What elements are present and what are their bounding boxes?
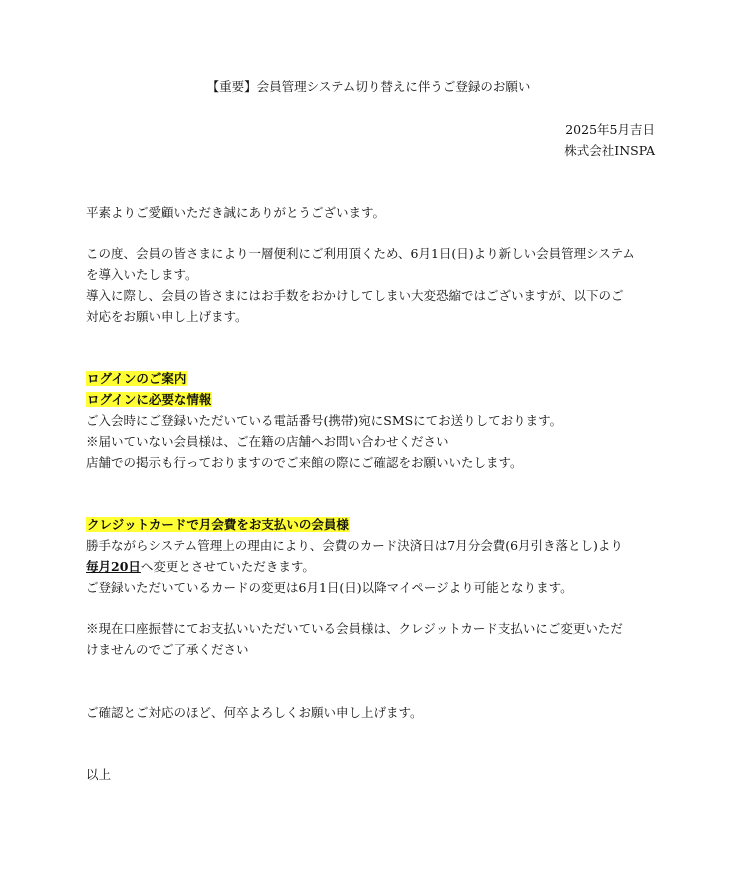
closing-line: ご確認とご対応のほど、何卒よろしくお願い申し上げます。 (86, 705, 423, 720)
login-line-2: ※届いていない会員様は、ご在籍の店舗へお問い合わせください (86, 434, 449, 449)
login-heading (86, 370, 187, 388)
card-note-2: けませんのでご了承ください (86, 642, 249, 657)
card-line-1: 勝手ながらシステム管理上の理由により、会費のカード決済日は7月分会費(6月引き落とし)より (86, 538, 623, 553)
card-line-3: ご登録いただいているカードの変更は6月1日(日)以降マイページより可能となります。 (86, 580, 573, 595)
card-note-1: ※現在口座振替にてお支払いいただいている会員様は、クレジットカード支払いにご変更いただ (86, 621, 623, 636)
card-heading (86, 516, 350, 534)
company-name: 株式会社INSPA (564, 143, 655, 158)
issue-date: 2025年5月吉日 (565, 122, 655, 137)
login-heading-text: ログインのご案内 (87, 371, 187, 386)
end-mark: 以上 (86, 767, 112, 782)
billing-day-emphasis: 毎月20日 (86, 559, 141, 574)
intro-line-2: を導入いたします。 (86, 267, 198, 282)
card-line-2-rest: へ変更とさせていただきます。 (140, 559, 315, 574)
greeting: 平素よりご愛顧いただき誠にありがとうございます。 (86, 205, 386, 220)
intro-line-1: この度、会員の皆さまにより一層便利にご利用頂くため、6月1日(日)より新しい会員管理システム (86, 246, 635, 261)
card-line-2 (86, 558, 315, 576)
card-heading-text: クレジットカードで月会費をお支払いの会員様 (87, 517, 349, 532)
login-info-heading-text: ログインに必要な情報 (87, 392, 212, 407)
login-line-1: ご入会時にご登録いただいている電話番号(携帯)宛にSMSにてお送りしております。 (86, 413, 563, 428)
login-info-heading (86, 391, 212, 409)
intro-line-4: 対応をお願い申し上げます。 (86, 309, 248, 324)
intro-line-3: 導入に際し、会員の皆さまにはお手数をおかけしてしまい大変恐縮ではございますが、以下のご (86, 288, 624, 303)
login-line-3: 店舗での掲示も行っておりますのでご来館の際にご確認をお願いいたします。 (86, 455, 523, 470)
document-title: 【重要】会員管理システム切り替えに伴うご登録のお願い (206, 79, 531, 94)
